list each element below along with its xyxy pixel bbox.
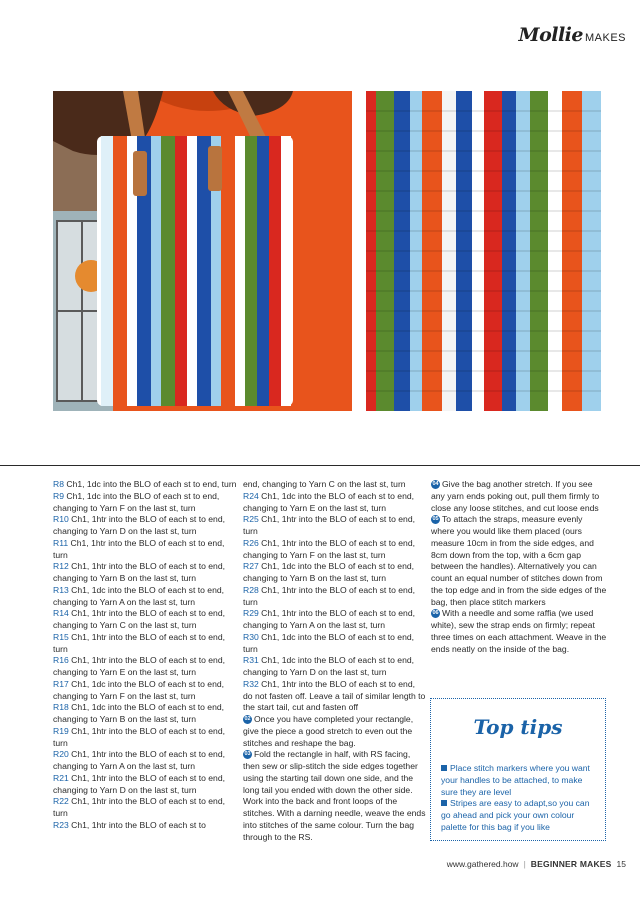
pattern-row: R28 Ch1, 1htr into the BLO of each st to end, turn <box>243 584 415 607</box>
pattern-row: R23 Ch1, 1htr into the BLO of each st to <box>53 819 206 830</box>
tip-item: Stripes are easy to adapt,so you can go ahead and pick your own colour palette for this bag if you like <box>441 798 590 832</box>
pattern-row: R8 Ch1, 1dc into the BLO of each st to end, turn <box>53 479 237 489</box>
step-number-icon: 04 <box>432 481 439 488</box>
bag-photo <box>53 91 352 411</box>
step-number-icon: 05 <box>432 516 439 523</box>
brand-makes: MAKES <box>584 32 626 44</box>
pattern-row: R19 Ch1, 1htr into the BLO of each st to end, turn <box>53 725 225 748</box>
section-divider <box>0 465 640 466</box>
pattern-row: R22 Ch1, 1htr into the BLO of each st to end, turn <box>53 796 225 818</box>
pattern-row: R14 Ch1, 1htr into the BLO of each st to end, changing to Yarn C on the last st, turn <box>53 608 225 630</box>
page-number: 15 <box>616 859 626 869</box>
footer-separator: | <box>523 859 526 869</box>
tips-title: Top tips <box>473 715 563 739</box>
pattern-row: R29 Ch1, 1htr into the BLO of each st to end, changing to Yarn A on the last st, turn <box>243 608 415 630</box>
pattern-row: R26 Ch1, 1htr into the BLO of each st to end, changing to Yarn F on the last st, turn <box>243 537 415 560</box>
pattern-row: R16 Ch1, 1htr into the BLO of each st to end, changing to Yarn E on the last st, turn <box>53 655 225 677</box>
pattern-row: R10 Ch1, 1htr into the BLO of each st to end, changing to Yarn D on the last st, turn <box>53 514 225 536</box>
pattern-row: R24 Ch1, 1dc into the BLO of each st to end, changing to Yarn E on the last st, turn <box>243 490 415 513</box>
pattern-row: R25 Ch1, 1htr into the BLO of each st to end, turn <box>243 514 415 536</box>
instructions-column-3 <box>431 479 607 655</box>
stitch-closeup-photo <box>366 91 601 411</box>
tips-list <box>441 763 601 834</box>
page-footer <box>447 859 626 869</box>
step: 05 To attach the straps, measure evenly where you would like them placed (ours measure 10cm in from the side edges, and 8cm down from the top, with a 6cm gap between the handles). Alternatively you can count an equal number of stitches down from the top edge and in from the side edges of the bag, then place stitch markers <box>431 514 607 607</box>
pattern-row: R21 Ch1, 1htr into the BLO of each st to end, changing to Yarn D on the last st, turn <box>53 772 225 795</box>
step: 04 Give the bag another stretch. If you see any yarn ends poking out, pull them firmly to close any loose stitches, and cut loose ends <box>431 479 600 513</box>
pattern-row: R11 Ch1, 1htr into the BLO of each st to end, turn <box>53 537 225 560</box>
pattern-row: R27 Ch1, 1dc into the BLO of each st to end, changing to Yarn B on the last st, turn <box>243 561 415 583</box>
footer-section: BEGINNER MAKES <box>530 859 612 869</box>
pattern-row: R20 Ch1, 1htr into the BLO of each st to end, changing to Yarn A on the last st, turn <box>53 749 225 771</box>
tip-item: Place stitch markers where you want your handles to be attached, to make sure they are level <box>441 763 590 797</box>
step-number-icon: 02 <box>244 716 251 723</box>
pattern-row: R18 Ch1, 1dc into the BLO of each st to end, changing to Yarn B on the last st, turn <box>53 702 225 724</box>
brand-logo <box>519 24 626 46</box>
step: 02 Once you have completed your rectangle, give the piece a good stretch to even out the stitches and reshape the bag. <box>243 714 414 748</box>
instructions-column-2 <box>243 479 426 843</box>
step: 03 Fold the rectangle in half, with RS facing, then sew or slip-stitch the side edges together using the starting tail down one side, and the long tail you ended with down the other side. Work into the back and front loops of the stitches. With a darning needle, weave the ends into stitches of the same colour. Turn the bag through to the RS. <box>243 749 426 842</box>
footer-url: www.gathered.how <box>446 859 519 869</box>
pattern-row-continued: end, changing to Yarn C on the last st, turn <box>243 479 406 489</box>
step: 06 With a needle and some raffia (we used white), sew the strap ends on firmly; repeat three times on each attachment. Weave in the ends neatly on the inside of the bag. <box>431 608 607 654</box>
step-number-icon: 06 <box>432 610 439 617</box>
bullet-square-icon <box>441 800 447 806</box>
pattern-row: R13 Ch1, 1dc into the BLO of each st to end, changing to Yarn A on the last st, turn <box>53 584 225 607</box>
pattern-row: R32 Ch1, 1htr into the BLO of each st to end, do not fasten off. Leave a tail of similar length to the start tail, cut and fasten off <box>243 678 426 713</box>
bullet-square-icon <box>441 765 447 771</box>
instructions-column-1 <box>53 479 238 832</box>
brand-script: Mollie <box>518 24 583 46</box>
pattern-row: R31 Ch1, 1dc into the BLO of each st to end, changing to Yarn D on the last st, turn <box>243 655 415 677</box>
top-tips-box <box>430 698 606 841</box>
pattern-row: R17 Ch1, 1dc into the BLO of each st to end, changing to Yarn F on the last st, turn <box>53 678 225 701</box>
pattern-row: R9 Ch1, 1dc into the BLO of each st to end, changing to Yarn F on the last st, turn <box>53 490 220 513</box>
pattern-row: R30 Ch1, 1dc into the BLO of each st to end, turn <box>243 631 415 654</box>
pattern-row: R15 Ch1, 1htr into the BLO of each st to end, turn <box>53 631 225 654</box>
pattern-row: R12 Ch1, 1htr into the BLO of each st to end, changing to Yarn B on the last st, turn <box>53 561 225 583</box>
step-number-icon: 03 <box>244 751 251 758</box>
